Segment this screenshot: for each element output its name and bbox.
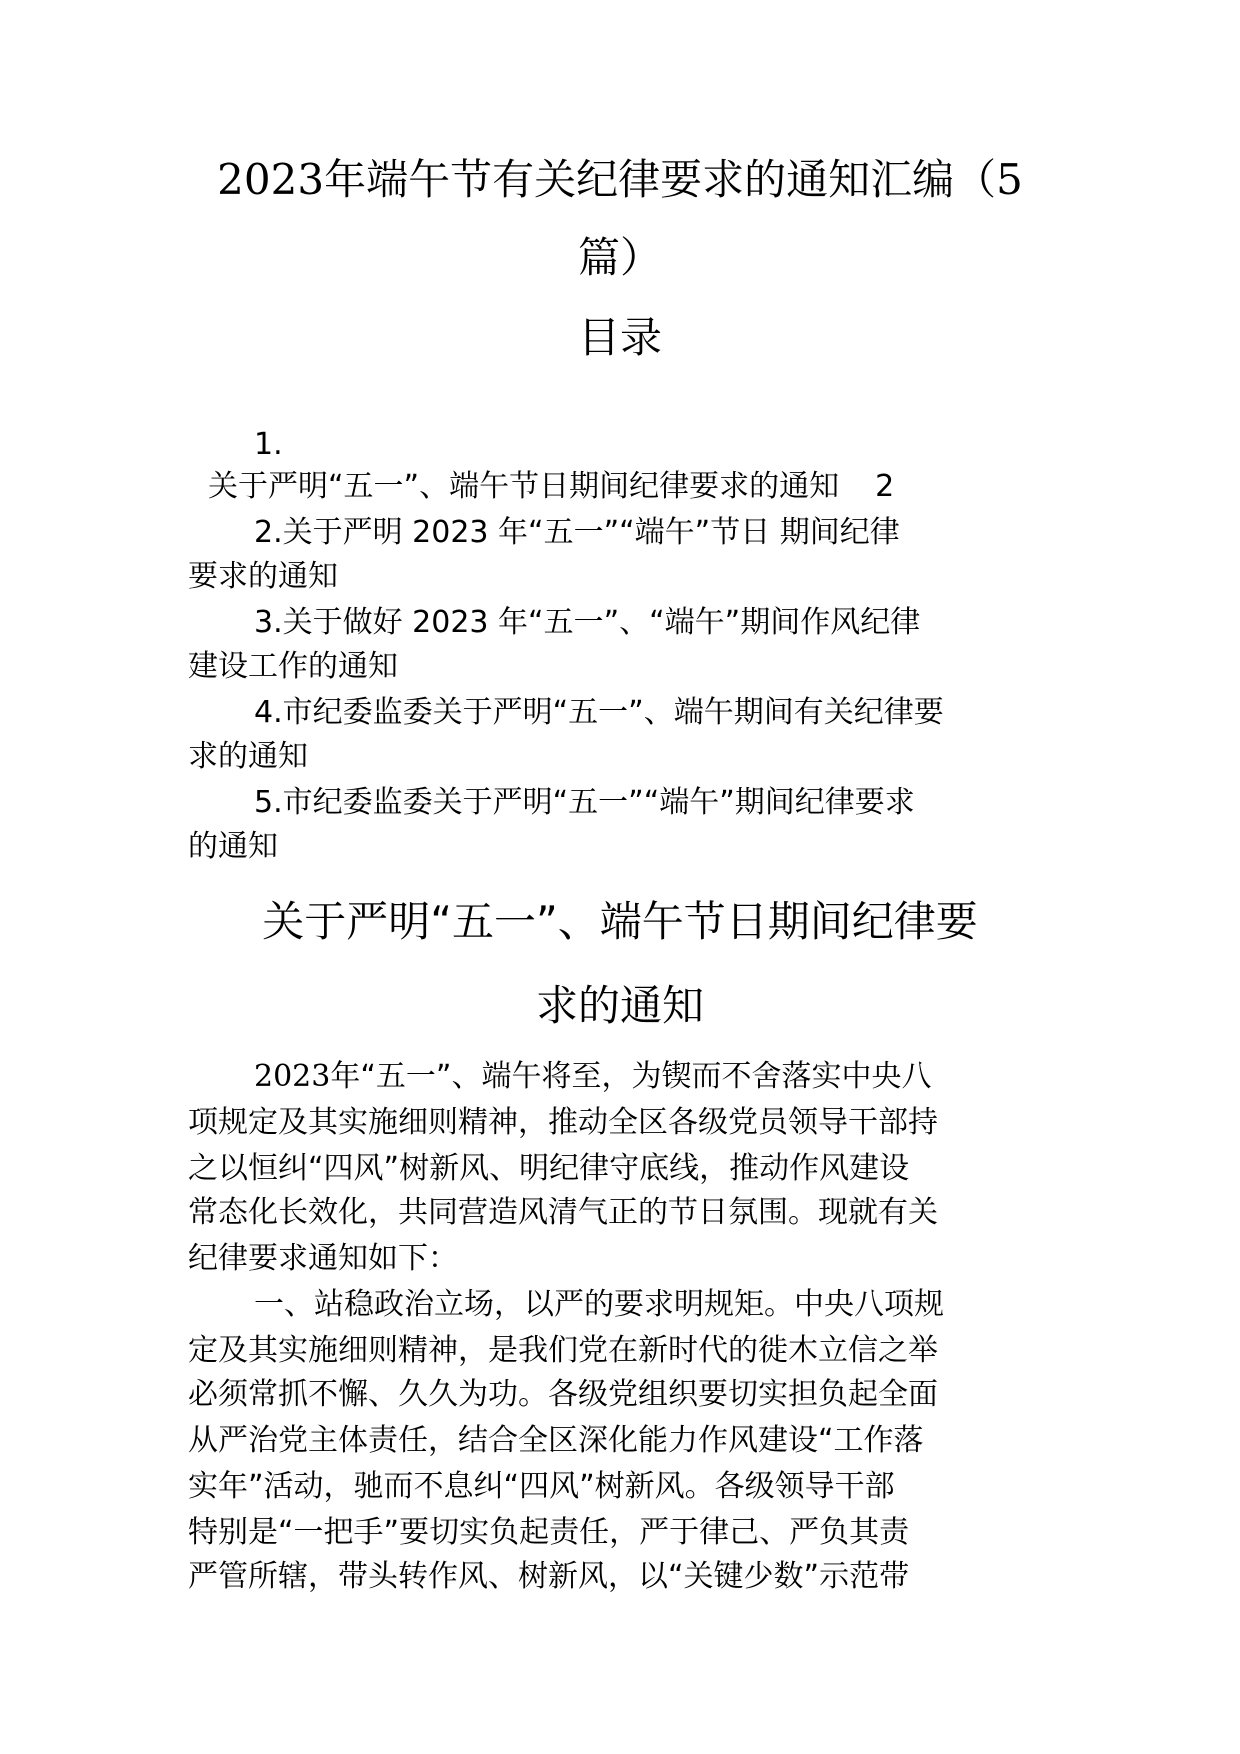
toc-item-3-line1[interactable]: 3.关于做好 2023 年“五一”、“端午”期间作风纪律 <box>254 605 921 640</box>
paragraph-1-line-5: 纪律要求通知如下： <box>188 1241 458 1276</box>
paragraph-1-year: 2023 <box>254 1059 331 1094</box>
toc-heading: 目录 <box>577 313 662 362</box>
toc-item-3-line2[interactable]: 建设工作的通知 <box>188 649 398 684</box>
toc-item-2-line1[interactable]: 2.关于严明 2023 年“五一”“端午”节日 期间纪律 <box>254 515 900 550</box>
title-text: 年端午节有关纪律要求的通知汇编（ <box>324 155 997 204</box>
paragraph-2-line-2: 定及其实施细则精神，是我们党在新时代的徙木立信之举 <box>188 1333 938 1368</box>
toc-item-1-text: 关于严明“五一”、端午节日期间纪律要求的通知 <box>208 469 840 504</box>
toc-item-2-line2[interactable]: 要求的通知 <box>188 559 338 594</box>
document-title-line1 <box>160 150 1080 210</box>
paragraph-2-line-1: 一、站稳政治立场，以严的要求明规矩。中央八项规 <box>254 1287 944 1322</box>
paragraph-2-line-7: 严管所辖，带头转作风、树新风，以“关键少数”示范带 <box>188 1559 910 1594</box>
section-title-line2: 求的通知 <box>535 981 704 1030</box>
paragraph-2-line-3: 必须常抓不懈、久久为功。各级党组织要切实担负起全面 <box>188 1377 938 1412</box>
paragraph-1-line-1 <box>254 1056 931 1098</box>
document-title-line2: 篇） <box>577 233 662 282</box>
paragraph-1-line-2: 项规定及其实施细则精神，推动全区各级党员领导干部持 <box>188 1105 938 1140</box>
paragraph-1-line-1-text: 年“五一”、端午将至，为锲而不舍落实中央八 <box>330 1059 932 1094</box>
toc-item-5-line2[interactable]: 的通知 <box>188 829 278 864</box>
paragraph-1-line-4: 常态化长效化，共同营造风清气正的节日氛围。现就有关 <box>188 1195 938 1230</box>
toc-item-4-line1[interactable]: 4.市纪委监委关于严明“五一”、端午期间有关纪律要 <box>254 695 944 730</box>
section-title-line1: 关于严明“五一”、端午节日期间纪律要 <box>262 897 978 946</box>
toc-item-4-line2[interactable]: 求的通知 <box>188 739 308 774</box>
toc-item-1[interactable] <box>208 466 894 508</box>
toc-item-1-number[interactable]: 1. <box>254 427 283 462</box>
paragraph-2-line-4: 从严治党主体责任，结合全区深化能力作风建设“工作落 <box>188 1423 924 1458</box>
title-count: 5 <box>996 155 1023 204</box>
paragraph-2-line-5: 实年”活动，驰而不息纠“四风”树新风。各级领导干部 <box>188 1469 895 1504</box>
title-year: 2023 <box>217 155 325 204</box>
paragraph-2-line-6: 特别是“一把手”要切实负起责任，严于律己、严负其责 <box>188 1515 910 1550</box>
paragraph-1-line-3: 之以恒纠“四风”树新风、明纪律守底线，推动作风建设 <box>188 1151 910 1186</box>
toc-item-1-page: 2 <box>875 469 895 504</box>
toc-item-5-line1[interactable]: 5.市纪委监委关于严明“五一”“端午”期间纪律要求 <box>254 785 915 820</box>
